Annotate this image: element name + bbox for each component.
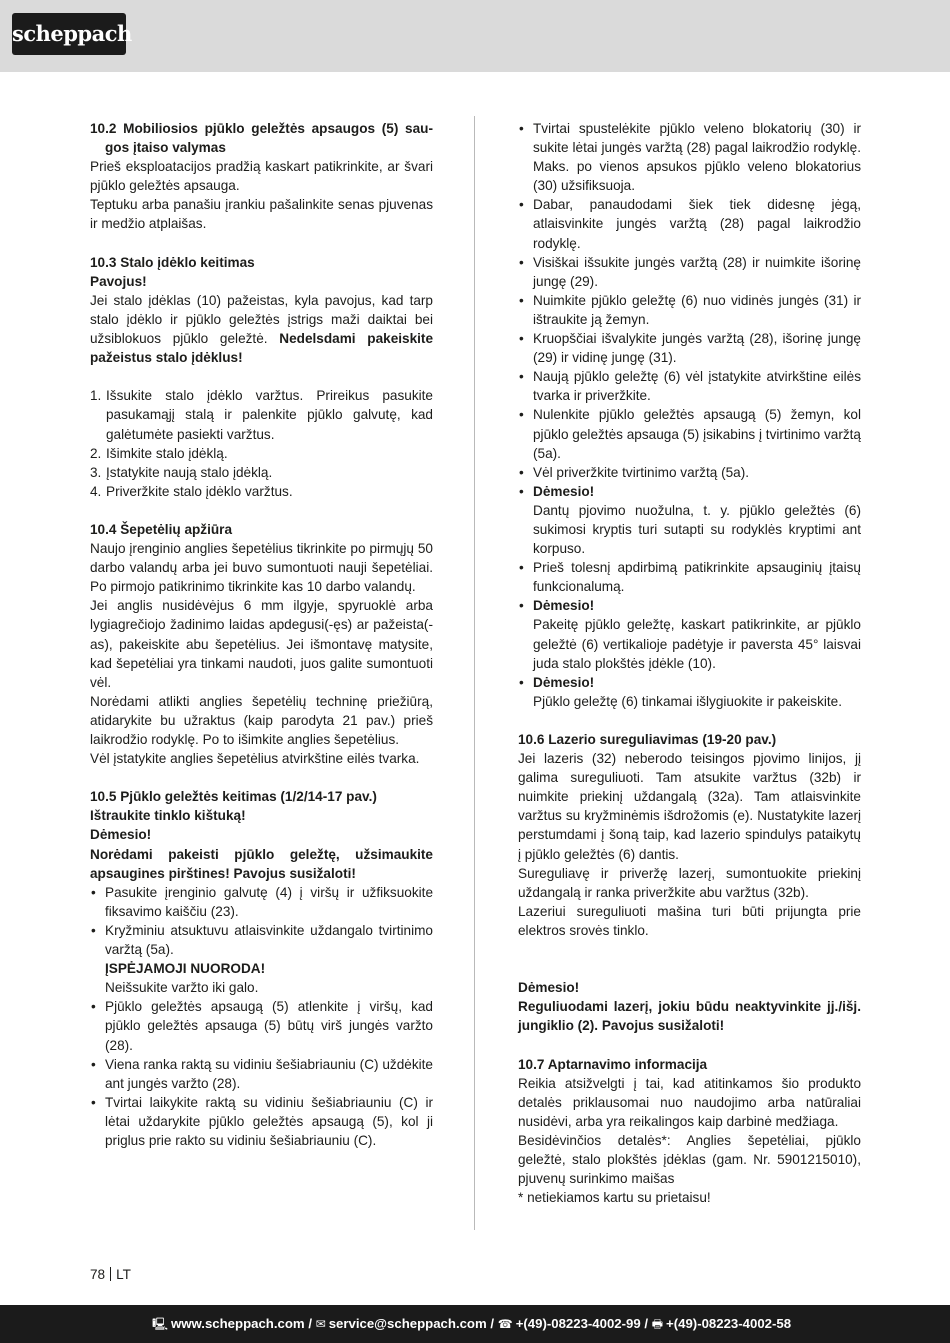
warning-gloves: Norėdami pakeisti pjūklo geležtę, užsimaukite apsaugines pirštines! Pavojus susižaloti! xyxy=(90,846,433,881)
page-number: 78 LT xyxy=(90,1267,131,1282)
section-heading-10-3: 10.3 Stalo įdėklo keitimas xyxy=(90,254,255,270)
list-item: • Nuimkite pjūklo geležtę (6) nuo vidinės jungės (31) ir ištraukite ją žemyn. xyxy=(518,291,861,329)
section-heading-10-7: 10.7 Aptarnavimo informacija xyxy=(518,1056,708,1072)
phone-icon: ☎ xyxy=(497,1317,513,1331)
brand-logo: scheppach xyxy=(12,13,126,55)
section-heading-10-5: 10.5 Pjūklo geležtės keitimas (1/2/14-17 pav.) xyxy=(90,789,377,805)
list-item: • Pjūklo geležtės apsaugą (5) atlenkite į viršų, kad pjūklo geležtės apsauga (5) būtų virš jungės varžto (28). xyxy=(90,997,433,1054)
caution-label: ĮSPĖJAMOJI NUORODA! xyxy=(105,961,266,977)
list-item: • Vėl priveržkite tvirtinimo varžtą (5a). xyxy=(518,463,861,482)
list-item: 4. Priveržkite stalo įdėklo varžtus. xyxy=(90,483,293,499)
paragraph: Jei stalo įdėklas (10) pažeistas, kyla pavojus, kad tarp stalo įdėklo ir pjūklo geležtės įstrigs maži daiktai bei užsiblokuos pjūklo geležtė. Nedelsdami pakeiskite pažeistus stalo įdėklus! xyxy=(90,292,434,366)
list-item: • Visiškai išsukite jungės varžtą (28) ir nuimkite išorinę jungę (29). xyxy=(518,253,861,291)
section-heading-10-4: 10.4 Šepetėlių apžiūra xyxy=(90,521,233,537)
list-item: • Kryžminiu atsuktuvu atlaisvinkite uždangalo tvirtinimo varžtą (5a). ĮSPĖJAMOJI NUORODA! Neišsukite varžto iki galo. xyxy=(90,921,433,997)
list-item: 1. Išsukite stalo įdėklo varžtus. Prireikus pasukite pasukamąjį stalą ir palenkite pjūklo galvutę, kad galėtumėte pasiekti varžtus. xyxy=(90,388,433,442)
list-item: • Kruopščiai išvalykite jungės varžtą (28), išorinę jungę (29) ir vidinę jungę (31). xyxy=(518,329,861,367)
list-item: • Naują pjūklo geležtę (6) vėl įstatykite atvirkštine eilės tvarka ir priveržkite. xyxy=(518,367,861,405)
attention-label: Dėmesio! xyxy=(518,980,580,996)
list-item: • Prieš tolesnį apdirbimą patikrinkite apsauginių įtaisų funkcionalumą. xyxy=(518,558,861,596)
attention-label: Dėmesio! xyxy=(533,674,595,690)
list-item: 2. Išimkite stalo įdėklą. xyxy=(90,445,228,461)
left-column xyxy=(90,119,433,1150)
section-heading-10-6: 10.6 Lazerio sureguliavimas (19-20 pav.) xyxy=(518,732,777,747)
list-item: • Dėmesio! Pjūklo geležtę (6) tinkamai išlygiuokite ir pakeiskite. xyxy=(518,673,861,711)
steps-list xyxy=(90,386,433,501)
paragraph: Besidėvinčios detalės*: Anglies šepetėliai, pjūklo geležtė, stalo plokštės įdėklas (gam. Nr. 5901215010), pjuvenų surinkimo maišas xyxy=(518,1132,861,1187)
paragraph: Prieš eksploatacijos pradžią kaskart patikrinkite, ar švari pjūklo geležtės apsauga. xyxy=(90,159,433,194)
bullet-list xyxy=(518,119,861,711)
attention-label: Dėmesio! xyxy=(533,598,595,614)
fax-icon: 🖶 xyxy=(651,1317,664,1331)
paragraph: Jei anglis nusidėvėjus 6 mm ilgyje, spyruoklė arba lygiagrečiojo žadinimo laidas apdegusi(-ęs) ar pažeista(-as), pakeiskite abu šepetėlius. Jei išmontavę matysite, kad šepetėliai yra tinkami naudoti, juos galite sumontuoti vėl. xyxy=(90,598,433,690)
paragraph: Naujo įrenginio anglies šepetėlius tikrinkite po pirmųjų 50 darbo valandų arba jei buvo sumontuoti nauji šepetėliai. Po pirmojo patikrinimo tikrinkite kas 10 darbo valandų. xyxy=(90,541,433,595)
footer-website[interactable]: www.scheppach.com xyxy=(171,1316,305,1331)
footer-phone: +(49)-08223-4002-99 xyxy=(515,1316,641,1331)
danger-label: Pavojus! xyxy=(90,273,147,289)
list-item: • Tvirtai spustelėkite pjūklo veleno blokatorių (30) ir sukite lėtai jungės varžtą (28) pagal laikrodžio rodyklę. Maks. po vienos apsukos pjūklo veleno blokatorius (30) užsifiksuoja. xyxy=(518,119,861,195)
list-item: • Dėmesio! Pakeitę pjūklo geležtę, kaskart patikrinkite, ar pjūklo geležtė (6) vertikalioje padėtyje ir paversta 45° laisvai juda stalo plokštės įdėkle (10). xyxy=(518,596,861,672)
list-item: 3. Įstatykite naują stalo įdėklą. xyxy=(90,464,273,480)
list-item: • Dėmesio! Dantų pjovimo nuožulna, t. y. pjūklo geležtės (6) sukimosi kryptis turi sutapti su rodyklės kryptimi ant korpuso. xyxy=(518,482,861,558)
warning-laser: Reguliuodami lazerį, jokiu būdu neaktyvinkite jj./išj. jungiklio (2). Pavojus susižaloti! xyxy=(518,999,861,1034)
bullet-list xyxy=(90,883,433,1150)
paragraph: Reikia atsižvelgti į tai, kad atitinkamos šio produkto detalės priklausomai nuo naudojimo arba natūraliai nusidėvi, arba yra reikalingos kaip darbinė medžiaga. xyxy=(518,1075,861,1129)
computer-icon: 🖳 xyxy=(152,1317,169,1331)
list-item: • Dabar, panaudodami šiek tiek didesnę jėgą, atlaisvinkite jungės varžtą (28) pagal laikrodžio rodyklę. xyxy=(518,195,861,252)
paragraph: * netiekiamos kartu su prietaisu! xyxy=(518,1190,711,1206)
mail-icon: ✉ xyxy=(315,1317,326,1331)
attention-label: Dėmesio! xyxy=(533,483,595,499)
warning-unplug: Ištraukite tinklo kištuką! xyxy=(90,808,246,824)
paragraph: Lazeriui sureguliuoti mašina turi būti prijungta prie elektros srovės tinklo. xyxy=(518,903,861,938)
list-item: • Viena ranka raktą su vidiniu šešiabriauniu (C) uždėkite ant jungės varžto (28). xyxy=(90,1055,433,1093)
list-item: • Pasukite įrenginio galvutę (4) į viršų ir užfiksuokite fiksavimo kaiščiu (23). xyxy=(90,883,433,921)
paragraph: Jei lazeris (32) neberodo teisingos pjovimo linijos, jį galima sureguliuoti. Tam atsukite varžtus (32b) ir nuimkite priekinį uždangalą (32a). Tam atlaisvinkite varžtus su kryžminėmis išdrožomis (e). Nustatykite lazerį perstumdami į šoną taip, kad lazerio spindulys pataikytų į pjūklo geležtės (6) dantis. xyxy=(518,751,861,862)
footer-email[interactable]: service@scheppach.com xyxy=(328,1316,487,1331)
page-footer: 🖳 www.scheppach.com / ✉ service@scheppach.com / ☎ +(49)-08223-4002-99 / 🖶 +(49)-08223-4002-58 xyxy=(0,1305,950,1343)
list-item: • Nulenkite pjūklo geležtės apsaugą (5) žemyn, kol pjūklo geležtės apsauga (5) įsikabins į tvirtinimo varžtą (5a). xyxy=(518,405,861,462)
paragraph: Sureguliavę ir priveržę lazerį, sumontuokite priekinį uždangalą ir ranka priveržkite abu varžtus (32b). xyxy=(518,865,861,900)
paragraph: Vėl įstatykite anglies šepetėlius atvirkštine eilės tvarka. xyxy=(90,751,420,767)
attention-label: Dėmesio! xyxy=(90,827,152,843)
paragraph: Teptuku arba panašiu įrankiu pašalinkite senas pjuvenas ir medžio atplaišas. xyxy=(90,197,433,232)
column-divider xyxy=(474,116,475,1230)
page-header xyxy=(0,0,950,72)
paragraph: Norėdami atlikti anglies šepetėlių techninę priežiūrą, atidarykite bu užraktus (kaip parodyta 21 pav.) prieš laikrodžio rodyklę. Po to išimkite anglies šepetėlius. xyxy=(90,693,433,747)
right-column xyxy=(518,119,861,1207)
footer-fax: +(49)-08223-4002-58 xyxy=(666,1316,792,1331)
section-heading-10-2: 10.2 Mobiliosios pjūklo geležtės apsaugos (5) sau- gos įtaiso valymas xyxy=(90,121,433,156)
list-item: • Tvirtai laikykite raktą su vidiniu šešiabriauniu (C) ir lėtai uždarykite pjūklo geležtės apsaugą (5), kol ji priglus prie rakto su vidiniu šešiabriauniu (C). xyxy=(90,1093,433,1150)
